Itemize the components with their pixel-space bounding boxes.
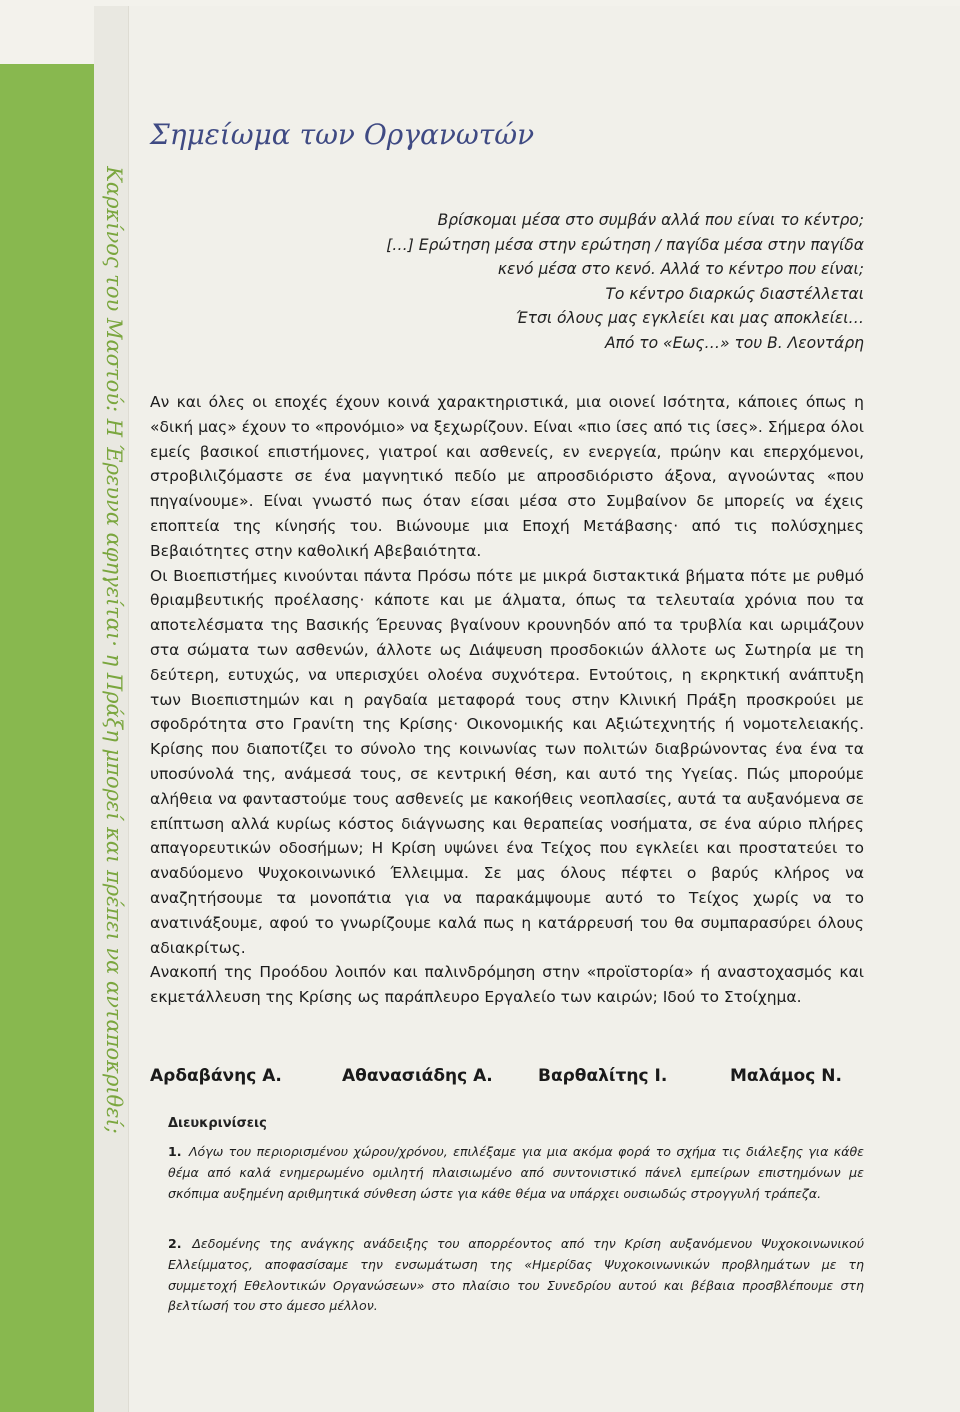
body-paragraph: Αν και όλες οι εποχές έχουν κοινά χαρακτηριστικά, μια οιονεί Ισότητα, κάποιες όπως η «δική μας» έχουν το «προνόμιο» να ξεχωρίζουν. Είναι «πιο ίσες από τις ίσες». Σήμερα όλοι εμείς βασικοί επιστήμονες, γιατροί και ασθενείς, εν ενεργεία, πρώην και επερχόμενοι, στροβιλιζόμαστε σε ένα μαγνητικό πεδίο με απροσδιόριστο άξονα, αγνοώντας «που πηγαίνουμε». Είναι γνωστό πως όταν είσαι μέσα στο Συμβαίνον δε μπορείς να έχεις εποπτεία της κίνησής του. Βιώνουμε μια Εποχή Μετάβασης· από τις πολύσχημες Βεβαιότητες στην καθολική Αβεβαιότητα. xyxy=(150,393,864,560)
note-number: 2. xyxy=(168,1236,182,1251)
note-item xyxy=(168,1234,864,1317)
author-name: Βαρθαλίτης Ι. xyxy=(538,1066,668,1086)
notes-heading: Διευκρινίσεις xyxy=(168,1116,267,1131)
note-number: 1. xyxy=(168,1144,182,1159)
body-text xyxy=(150,390,864,1010)
poem-line: κενό μέσα στο κενό. Αλλά το κέντρο που είναι; xyxy=(497,260,864,278)
poem-line: Το κέντρο διαρκώς διαστέλλεται xyxy=(605,284,864,303)
spine-running-title: Καρκίνος του Μαστού: Η Έρευνα αφηγείται· η Πράξη μπορεί και πρέπει να ανταποκριθεί; xyxy=(102,166,126,1134)
accent-green-bar xyxy=(0,64,94,1412)
poem-line: Βρίσκομαι μέσα στο συμβάν αλλά που είναι το κέντρο; xyxy=(437,211,864,229)
note-item xyxy=(168,1142,864,1204)
epigraph-poem xyxy=(244,208,864,355)
body-paragraph: Ανακοπή της Προόδου λοιπόν και παλινδρόμηση στην «προϊστορία» ή αναστοχασμός και εκμετάλλευση της Κρίσης ως παράπλευρο Εργαλείο των καιρών; Ιδού το Στοίχημα. xyxy=(150,963,864,1007)
note-text: Δεδομένης της ανάγκης ανάδειξης του απορρέοντος από την Κρίση αυξανόμενου Ψυχοκοινωνικού Ελλείμματος, αποφασίσαμε την ενσωμάτωση της «Ημερίδας Ψυχοκοινωνικών προβλημάτων με τη συμμετοχή Εθελοντικών Οργανώσεων» στο πλαίσιο του Συνεδρίου αυτού και βέβαια προσβλέπουμε στη βελτίωσή του στο άμεσο μέλλον. xyxy=(168,1236,864,1314)
note-text: Λόγω του περιορισμένου χώρου/χρόνου, επιλέξαμε για μια ακόμα φορά το σχήμα τις διάλεξης για κάθε θέμα από καλά ενημερωμένο ομιλητή πλαισιωμένο από συντονιστικό πάνελ εμπείρων επιστημόνων με σκόπιμα αυξημένη αριθμητικά σύνθεση ώστε για κάθε θέμα να υπάρχει ουσιωδώς στρογγυλή τράπεζα. xyxy=(168,1144,864,1201)
author-name: Αθανασιάδης Α. xyxy=(342,1066,493,1086)
author-name: Μαλάμος Ν. xyxy=(730,1066,842,1086)
body-paragraph: Οι Βιοεπιστήμες κινούνται πάντα Πρόσω πότε με μικρά διστακτικά βήματα πότε με ρυθμό θριαμβευτικής προέλασης· κάποτε και με άλματα, όπως τα τελευταία χρόνια που τα αποτελέσματα της Βασικής Έρευνας βγαίνουν κρουνηδόν από τα τρυβλία και ωριμάζουν στα σώματα των ασθενών, άλλοτε ως Διάψευση προσδοκιών άλλοτε ως Σωτηρία με τη δεύτερη, ευτυχώς, να υπερισχύει ολοένα συχνότερα. Εντούτοις, η εκρηκτική ανάπτυξη των Βιοεπιστημών και η ραγδαία μεταφορά τους στην Κλινική Πράξη προσκρούει με σφοδρότητα στο Γρανίτη της Κρίσης· Οικονομικής και Αξιώτεχνητής ή νομοτελειακής. Κρίσης που διαποτίζει το σύνολο της κοινωνίας των πολιτών διαβρώνοντας ένα ένα τα υποσύνολά της, ανάμεσά τους, σε κεντρική θέση, και αυτό της Υγείας. Πώς μπορούμε αλήθεια να φανταστούμε τους ασθενείς με κακοήθεις νεοπλασίες, αυτά τα αυξανόμενα σε επίπτωση αλλά κυρίως κόστος διάγνωσης και θεραπείας νοσήματα, σε ένα αύριο πλήρες απαγορευτικών οδοσήμων; Η Κρίση υψώνει ένα Τείχος που εγκλείει και προστατεύει το αναδύομενο Ψυχοκοινωνικό Έλλειμμα. Σε μας όλους πέφτει ο βαρύς κλήρος να αναζητήσουμε τα μονοπάτια για να παρακάμψουμε αυτό το Τείχος χωρίς να το ανατινάξουμε, αφού το γνωρίζουμε καλά πως η κατάρρευσή του θα συμπαρασύρει όλους αδιακρίτως. xyxy=(150,566,864,957)
page-title: Σημείωμα των Οργανωτών xyxy=(150,118,535,151)
poem-line: Έτσι όλους μας εγκλείει και μας αποκλείει… xyxy=(515,309,864,327)
poem-attribution: Από το «Εως…» του Β. Λεοντάρη xyxy=(604,333,864,352)
poem-line: […] Ερώτηση μέσα στην ερώτηση / παγίδα μέσα στην παγίδα xyxy=(386,235,864,254)
author-name: Αρδαβάνης Α. xyxy=(150,1066,282,1086)
